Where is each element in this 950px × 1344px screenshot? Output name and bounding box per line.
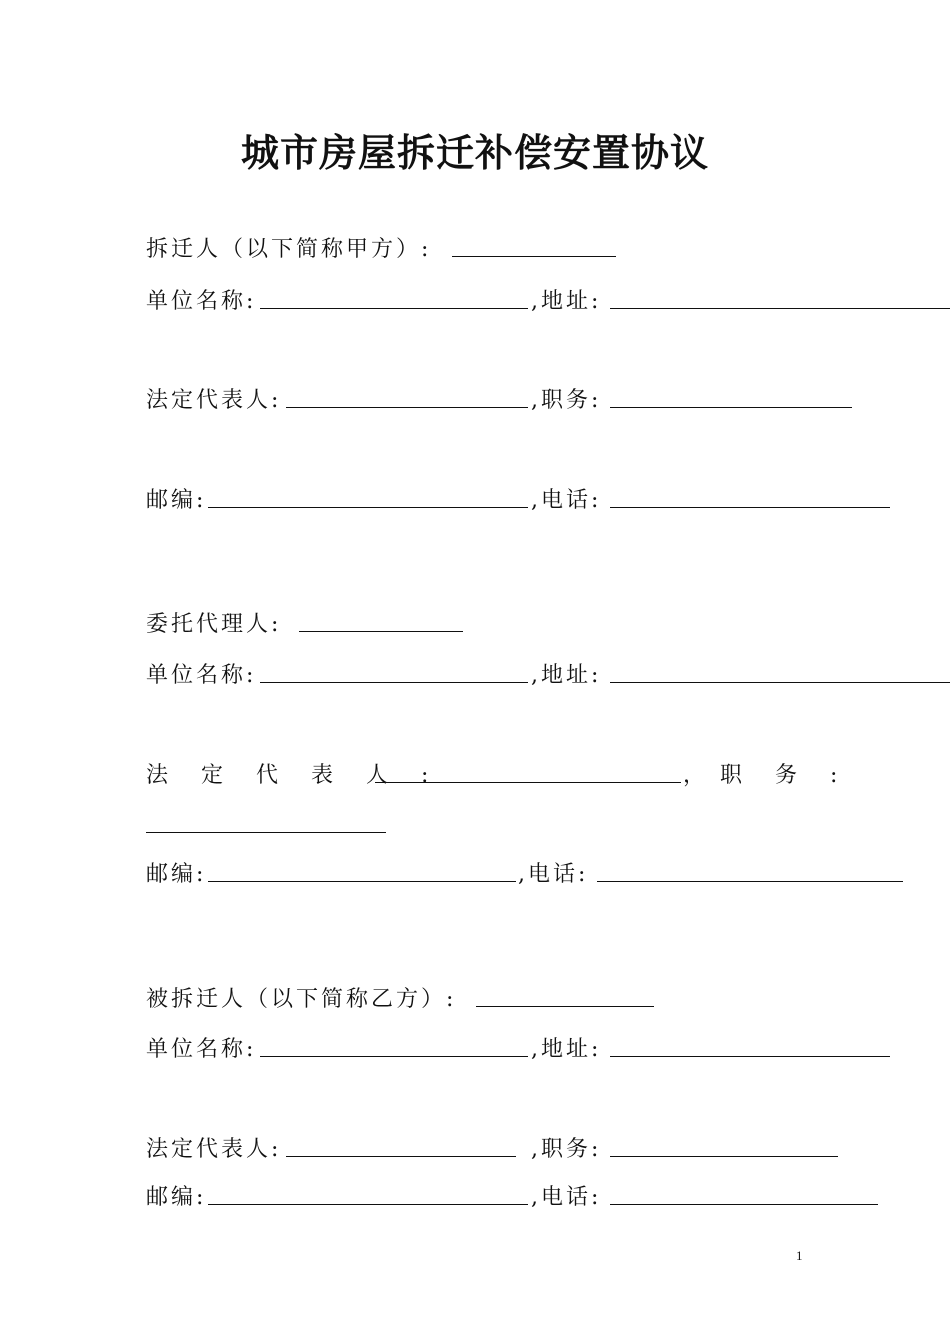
agent-position-blank[interactable] — [146, 808, 386, 833]
agent-address-blank[interactable] — [610, 658, 950, 683]
agent-phone-label: ,电话: — [518, 862, 589, 887]
party-b-unit-blank[interactable] — [260, 1032, 528, 1057]
party-b-unit-label: 单位名称: — [146, 1037, 257, 1062]
party-a-rep-label: 法定代表人: — [146, 388, 282, 413]
party-a-unit-label: 单位名称: — [146, 289, 257, 314]
party-a-name-blank[interactable] — [452, 232, 616, 257]
party-b-rep-blank[interactable] — [286, 1132, 516, 1157]
party-b-zip-label: 邮编: — [146, 1185, 207, 1210]
party-a-phone-blank[interactable] — [610, 483, 890, 508]
party-a-position-label: ,职务: — [531, 388, 602, 413]
document-title: 城市房屋拆迁补偿安置协议 — [240, 131, 709, 175]
party-b-phone-blank[interactable] — [610, 1180, 878, 1205]
party-b-rep-label: 法定代表人: — [146, 1137, 282, 1162]
agent-unit-blank[interactable] — [260, 658, 528, 683]
party-b-phone-label: ,电话: — [531, 1185, 602, 1210]
agent-zip-label: 邮编: — [146, 862, 207, 887]
page-number: 1 — [796, 1248, 803, 1263]
agent-position-label: 职 务 : — [720, 763, 851, 788]
party-a-address-blank[interactable] — [610, 284, 950, 309]
party-b-name-blank[interactable] — [476, 982, 654, 1007]
party-b-address-blank[interactable] — [610, 1032, 890, 1057]
party-a-zip-blank[interactable] — [208, 483, 528, 508]
party-a-zip-label: 邮编: — [146, 488, 207, 513]
agent-rep-blank[interactable] — [375, 758, 681, 783]
party-a-heading: 拆迁人（以下简称甲方）: — [146, 237, 432, 262]
agent-unit-label: 单位名称: — [146, 663, 257, 688]
agent-rep-label: 法 定 代 表 人 : — [146, 763, 442, 788]
agent-name-blank[interactable] — [299, 607, 463, 632]
party-b-position-label: ,职务: — [531, 1137, 602, 1162]
party-b-heading: 被拆迁人（以下简称乙方）: — [146, 987, 457, 1012]
party-a-address-label: ,地址: — [531, 289, 602, 314]
party-a-rep-blank[interactable] — [286, 383, 528, 408]
party-a-position-blank[interactable] — [610, 383, 852, 408]
party-a-unit-blank[interactable] — [260, 284, 528, 309]
agent-address-label: ,地址: — [531, 663, 602, 688]
party-b-position-blank[interactable] — [610, 1132, 838, 1157]
party-b-zip-blank[interactable] — [208, 1180, 528, 1205]
party-a-phone-label: ,电话: — [531, 488, 602, 513]
agent-heading: 委托代理人: — [146, 612, 282, 637]
agent-comma: ， — [683, 763, 709, 788]
agent-phone-blank[interactable] — [597, 857, 903, 882]
party-b-address-label: ,地址: — [531, 1037, 602, 1062]
agent-zip-blank[interactable] — [208, 857, 516, 882]
